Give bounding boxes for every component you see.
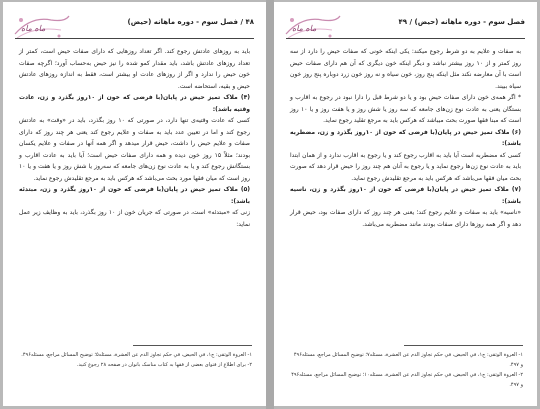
footnote-rule: [404, 345, 523, 346]
running-header: ۴۸ / فصل سوم - دوره ماهانه (حیض): [127, 18, 254, 26]
running-header: فصل سوم - دوره ماهانه (حیض) / ۴۹: [398, 18, 525, 26]
page-right: [274, 2, 537, 406]
section-heading: (۵) ملاک تمیز حیض در پایان(با فرضی که خون از ۱۰روز بگذرد و زن، مبتدئه باشد):: [19, 186, 251, 205]
paragraph: زنی که «مبتدئه» است، در صورتی که جریان خون از ۱۰ روز بگذرد، باید به وظایف زیر عمل نماید:: [19, 209, 250, 228]
body-text: [290, 46, 521, 230]
footnotes: [290, 350, 523, 390]
page-gutter: [266, 0, 274, 409]
paragraph: باید به روزهای عادتش رجوع کند. اگر تعداد روزهایی که دارای صفات حیض است، کمتر از تعداد روزهای عادتش باشد، باید مقدار کمو شده را نیز حیض به‌حساب آورد؛ اگرچه صفات خون حیض را ندارد و اگر از روزهای عادت او بیشتر است، فقط به اندازه روزهای عادتش حیض و بقیه، استحاضه است.: [19, 48, 250, 90]
section-heading: (۷) ملاک تمیز حیض در پایان(با فرضی که خون از ۱۰روز بگذرد و زن، ناسیه باشد):: [290, 186, 521, 205]
paragraph: کسی که مضطربه است آیا باید به اقارب رجوع کند و یا رجوع به اقارب ندارد و از همان ابتدا باید به عادت نوع زن‌ها رجوع نماید و یا رجوع به آنان هم چند روز را حیض قرار دهد که صورت بحث میان فقها می‌باشد که هرکس باید به مرجع تقلیدش رجوع نماید.: [290, 151, 521, 182]
publisher-logo: ماه ماه: [282, 12, 344, 42]
section-heading: (۶) ملاک تمیز حیض در پایان(با فرضی که خون از ۱۰روز بگذرد و زن، مضطربه باشد):: [290, 128, 522, 147]
page-header: [286, 12, 525, 38]
body-text: [19, 46, 250, 230]
footnote: ۲- برای اطلاع از فتوای بعضی از فقها به کتاب مناسک بانوان در صفحه ۲۸ رجوع کنید.: [76, 362, 252, 368]
paragraph: «ناسیه» باید به صفات و علایم رجوع کند؛ یعنی هر چند روز که دارای صفات بود، حیض قرار دهد و اگر همه روزها دارای صفات بودند مانند مضطربه می‌باشد.: [290, 209, 521, 228]
footnote-rule: [133, 345, 252, 346]
footnotes: [19, 350, 252, 370]
footnote: ۲- العروة الوثقى: ج۱، في الحيض، في حكم تجاوز الدم عن العشرة، مسئله۱۰؛ توضيح المسائل مراجع، مسئله۴۹۶ و ۴۹۷.: [291, 372, 523, 388]
footnote: ۱- العروة الوثقى: ج۱، في الحيض، في حكم تجاوز الدم عن العشرة، مسئله۷؛ توضيح المسائل مراجع، مسئله۴۹۶ و ۴۹۷.: [293, 352, 523, 368]
page-header: [15, 12, 254, 38]
section-heading: (۴) ملاک تمیز حیض در پایان(با فرضی که خون از ۱۰روز بگذرد و زن، عادت وقتیه باشد):: [19, 94, 251, 113]
footnote: ۱- العروة الوثقى: ج۱، في الحيض، في حكم تجاوز الدم عن العشرة، مسئله۵؛ توضيح المسائل مراجع، مسئله۴۹۶.: [21, 352, 252, 358]
publisher-logo: ماه ماه: [11, 12, 73, 42]
paragraph: به صفات و علایم به دو شرط رجوع میکند: یکی اینکه خونی که صفات حیض را دارد از سه روز کمتر و از ۱۰ روز بیشتر نباشد و دیگر اینکه خون دیگری که آن هم دارای صفات حیض است با آن معارضه نکند مثل اینکه پنج روز، خون سیاه و نه روز خون زرد دوباره پنج روز خون سیاه ببیند.: [290, 48, 521, 90]
page-left: [3, 2, 266, 406]
header-rule: [286, 38, 525, 39]
paragraph: کسی که عادت وقتیه‌ی تنها دارد، در صورتی که ۱۰ روز بگذرد، باید در «وقت» به عادتش رجوع کند و اما در تعیین عدد باید به صفات و علایم رجوع کند یعنی هر چند روز که دارای صفات و علایم حیض را داشت، حیض قرار میدهد و اگر همه آنها در صفات و علایم یکسان بودند؛ مثلاً ۱۵ روز خون دیده و همه دارای صفات حیض است؛ آیا باید به عادت اقارب و بستگانش رجوع کند و یا به عادت نوع زن‌های جامعه که سه‌روز یا شش روز و یا هفت و یا ۱۰ روز است که میان فقها مورد بحث می‌باشد که هرکس باید به مرجع تقلیدش رجوع نماید.: [19, 117, 250, 182]
paragraph: * اگر همه‌ی خون دارای صفات حیض بود و یا دو شرط قبل را دارا نبود در رجوع به اقارب و بستگان یعنی به عادت نوع زن‌های جامعه که سه روز یا شش روز و یا هفت روز و یا ۱۰ روز است که مبنا فقها صورت بحث میباشد که هرکس باید به مرجع تقلید رجوع نماید.: [290, 94, 521, 124]
header-rule: [15, 38, 254, 39]
